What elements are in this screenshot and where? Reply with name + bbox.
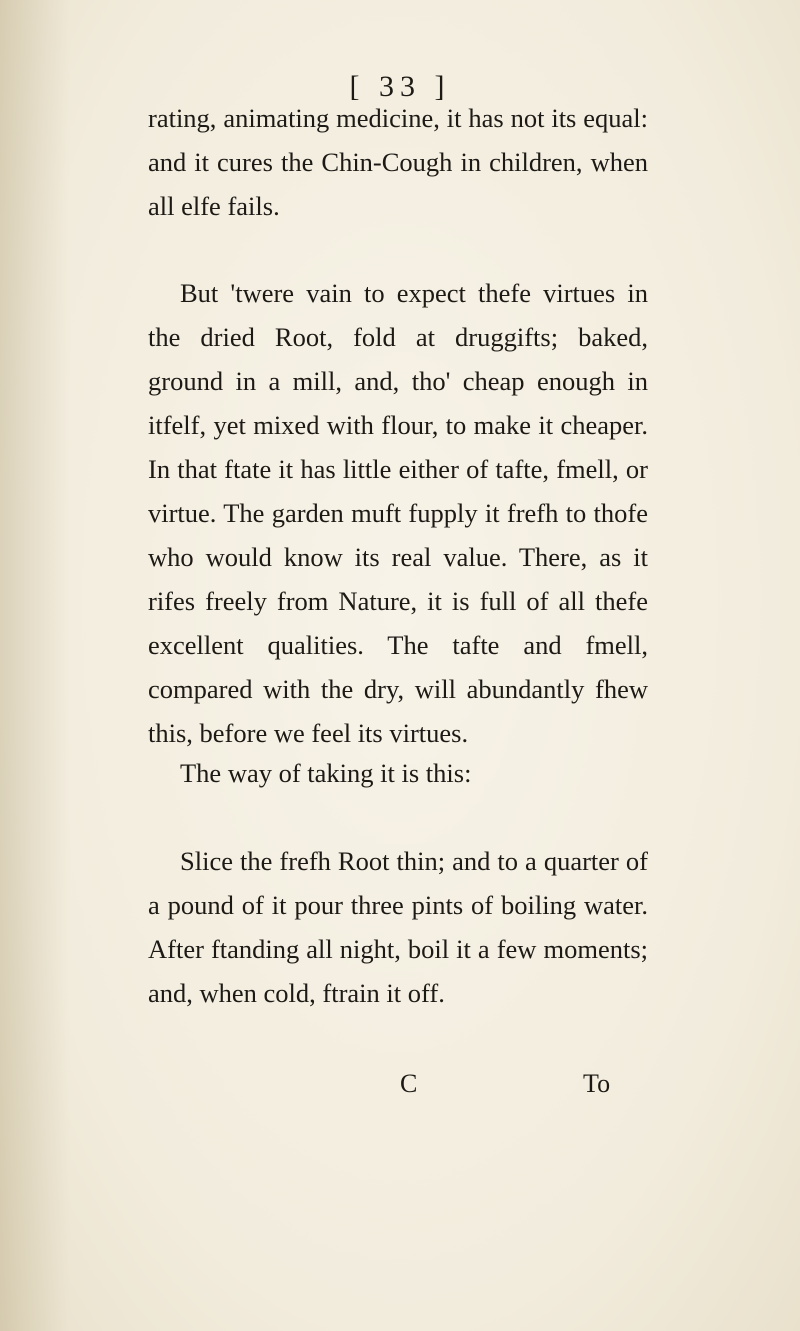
page-number-header: [ 33 ] <box>349 70 451 103</box>
paragraph-1-text: rating, animating medicine, it has not its equal: and it cures the Chin-Cough in children, when all elfe fails. <box>148 103 648 221</box>
paragraph-4-text: Slice the frefh Root thin; and to a quarter of a pound of it pour three pints of boiling water. After ftanding all night, boil it a few moments; and, when cold, ftrain it off. <box>148 846 648 1008</box>
paragraph-3-text: The way of taking it is this: <box>180 758 472 788</box>
paragraph-4 <box>148 839 648 1015</box>
paragraph-1 <box>148 96 648 228</box>
signature-mark: C <box>400 1069 418 1098</box>
page-edge-shadow <box>0 0 70 1331</box>
catchword: To <box>583 1069 611 1098</box>
paragraph-3 <box>180 751 630 795</box>
paragraph-2-text: But 'twere vain to expect thefe virtues in the dried Root, fold at druggifts; baked, ground in a mill, and, tho' cheap enough in itfelf, yet mixed with flour, to make it cheaper. In that ftate it has little either of tafte, fmell, or virtue. The garden muft fupply it frefh to thofe who would know its real value. There, as it rifes freely from Nature, it is full of all thefe excellent qualities. The tafte and fmell, compared with the dry, will abundantly fhew this, before we feel its virtues. <box>148 278 648 748</box>
paragraph-2 <box>148 271 648 755</box>
